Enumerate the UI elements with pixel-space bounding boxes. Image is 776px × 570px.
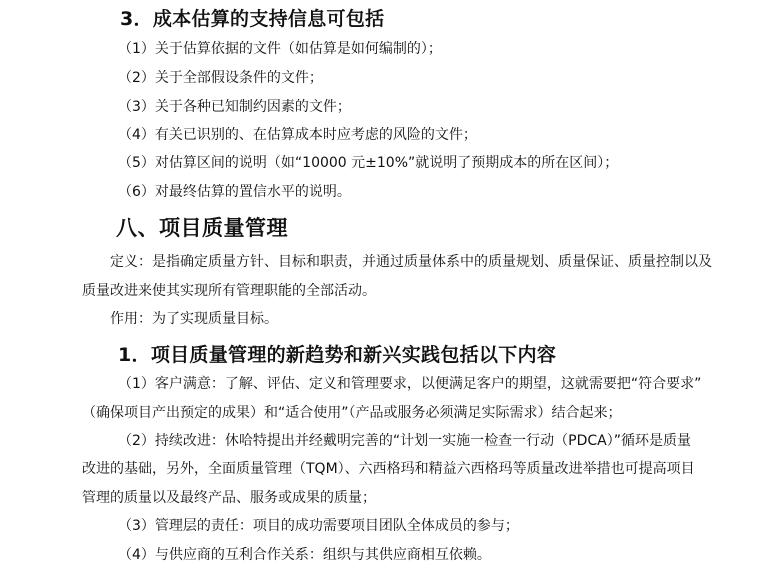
- paragraph-line: （3）管理层的责任：项目的成功需要项目团队全体成员的参与；: [118, 518, 519, 534]
- paragraph-line: （2）持续改进：休哈特提出并经戴明完善的“计划一实施一检查一行动（PDCA）”循环是质量: [118, 433, 691, 449]
- chapter-heading-quality-management: 八、项目质量管理: [116, 216, 288, 240]
- purpose-paragraph: 作用：为了实现质量目标。: [110, 311, 278, 327]
- list-item: （6）对最终估算的置信水平的说明。: [118, 184, 351, 200]
- paragraph-line: （1）客户满意：了解、评估、定义和管理要求，以便满足客户的期望，这就需要把“符合要求”: [118, 376, 702, 392]
- list-item: （3）关于各种已知制约因素的文件；: [118, 99, 351, 115]
- section-heading-new-trends: 1．项目质量管理的新趋势和新兴实践包括以下内容: [118, 344, 557, 366]
- list-item: （4）有关已识别的、在估算成本时应考虑的风险的文件；: [118, 127, 477, 143]
- paragraph-line: （4）与供应商的互利合作关系：组织与其供应商相互依赖。: [118, 547, 491, 563]
- list-item: （5）对估算区间的说明（如“10000 元±10%”就说明了预期成本的所在区间）；: [118, 155, 619, 171]
- paragraph-line: 管理的质量以及最终产品、服务或成果的质量；: [82, 490, 376, 506]
- paragraph-line: （确保项目产出预定的成果）和“适合使用”（产品或服务必须满足实际需求）结合起来；: [82, 405, 622, 421]
- paragraph-line: 改进的基础，另外，全面质量管理（TQM）、六西格玛和精益六西格玛等质量改进举措也可提高项目: [82, 461, 695, 477]
- definition-paragraph-line: 定义：是指确定质量方针、目标和职责，并通过质量体系中的质量规划、质量保证、质量控制以及: [110, 254, 712, 270]
- definition-paragraph-line: 质量改进来使其实现所有管理职能的全部活动。: [82, 283, 376, 299]
- list-item: （2）关于全部假设条件的文件；: [118, 70, 323, 86]
- list-item: （1）关于估算依据的文件（如估算是如何编制的）；: [118, 41, 442, 57]
- section-heading-cost-support-info: 3．成本估算的支持信息可包括: [120, 8, 385, 30]
